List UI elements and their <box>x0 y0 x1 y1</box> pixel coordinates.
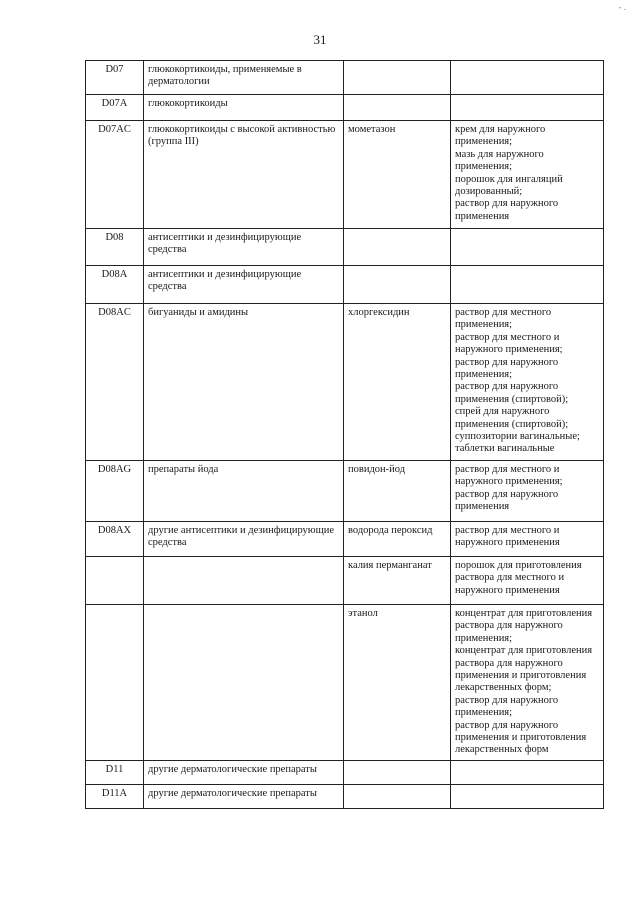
drug-name-cell <box>344 761 451 785</box>
group-name-cell: препараты йода <box>144 461 344 522</box>
atc-code-cell: D11 <box>86 761 144 785</box>
atc-code-cell: D08A <box>86 266 144 304</box>
drug-name-cell <box>344 95 451 121</box>
table-row <box>86 61 604 95</box>
atc-code-cell: D07AC <box>86 121 144 229</box>
corner-mark: - . <box>618 2 626 12</box>
table-row <box>86 266 604 304</box>
table-row <box>86 761 604 785</box>
drug-name-cell: этанол <box>344 605 451 761</box>
drug-name-cell: калия перманганат <box>344 557 451 605</box>
drug-name-cell: мометазон <box>344 121 451 229</box>
dosage-form-cell <box>451 266 604 304</box>
group-name-cell: бигуаниды и амидины <box>144 304 344 461</box>
atc-code-cell: D11A <box>86 785 144 809</box>
atc-code-cell: D08AC <box>86 304 144 461</box>
drug-name-cell <box>344 229 451 266</box>
group-name-cell: другие антисептики и дезинфицирующие средства <box>144 522 344 557</box>
medicine-table-body <box>86 61 604 809</box>
group-name-cell: антисептики и дезинфицирующие средства <box>144 229 344 266</box>
table-row <box>86 785 604 809</box>
atc-code-cell: D08 <box>86 229 144 266</box>
dosage-form-cell: концентрат для приготовления раствора для наружного применения; концентрат для приготовления раствора для наружного применения и приготовления лекарственных форм; раствор для наружного применения; раствор для наружного применения и приготовления лекарственных форм <box>451 605 604 761</box>
group-name-cell: антисептики и дезинфицирующие средства <box>144 266 344 304</box>
atc-code-cell: D08AG <box>86 461 144 522</box>
dosage-form-cell <box>451 229 604 266</box>
table-row <box>86 304 604 461</box>
dosage-form-cell: раствор для местного применения; раствор для местного и наружного применения; раствор для наружного применения; раствор для наружного применения (спиртовой); спрей для наружного применения (спиртовой); суппозитории вагинальные; таблетки вагинальные <box>451 304 604 461</box>
drug-name-cell <box>344 785 451 809</box>
group-name-cell <box>144 557 344 605</box>
drug-name-cell: водорода пероксид <box>344 522 451 557</box>
drug-name-cell <box>344 61 451 95</box>
atc-code-cell <box>86 557 144 605</box>
drug-name-cell <box>344 266 451 304</box>
group-name-cell: глюкокортикоиды с высокой активностью (группа III) <box>144 121 344 229</box>
table-row <box>86 605 604 761</box>
group-name-cell: другие дерматологические препараты <box>144 761 344 785</box>
group-name-cell: глюкокортикоиды <box>144 95 344 121</box>
table-row <box>86 95 604 121</box>
dosage-form-cell: раствор для местного и наружного применения <box>451 522 604 557</box>
dosage-form-cell: раствор для местного и наружного применения; раствор для наружного применения <box>451 461 604 522</box>
table-row <box>86 121 604 229</box>
table-row <box>86 522 604 557</box>
page-number: 31 <box>313 32 327 47</box>
dosage-form-cell <box>451 785 604 809</box>
atc-code-cell <box>86 605 144 761</box>
group-name-cell <box>144 605 344 761</box>
table-row <box>86 229 604 266</box>
dosage-form-cell <box>451 95 604 121</box>
table-row <box>86 557 604 605</box>
dosage-form-cell: порошок для приготовления раствора для местного и наружного применения <box>451 557 604 605</box>
dosage-form-cell <box>451 761 604 785</box>
drug-name-cell: повидон-йод <box>344 461 451 522</box>
table-row <box>86 461 604 522</box>
dosage-form-cell <box>451 61 604 95</box>
group-name-cell: другие дерматологические препараты <box>144 785 344 809</box>
atc-code-cell: D07A <box>86 95 144 121</box>
group-name-cell: глюкокортикоиды, применяемые в дерматологии <box>144 61 344 95</box>
drug-name-cell: хлоргексидин <box>344 304 451 461</box>
dosage-form-cell: крем для наружного применения; мазь для наружного применения; порошок для ингаляций дозированный; раствор для наружного применения <box>451 121 604 229</box>
medicine-table <box>85 60 604 809</box>
atc-code-cell: D07 <box>86 61 144 95</box>
atc-code-cell: D08AX <box>86 522 144 557</box>
